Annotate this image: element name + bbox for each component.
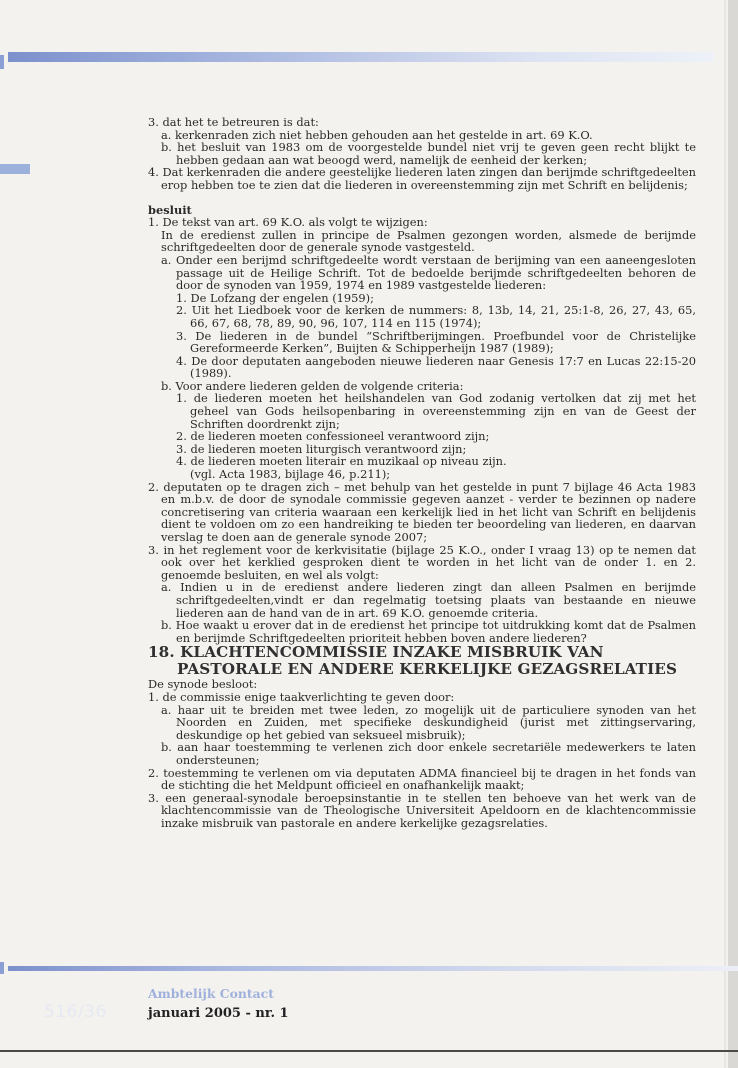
- list-item: a. Onder een berijmd schriftgedeelte wordt verstaan de berijming van een aaneengesloten passage uit de Heilige Schrift. Tot de bedoelde berijmde schriftgedeelten behoren de door de synoden van 1959, 1974 en 1989 vastgestelde liederen:: [161, 252, 696, 293]
- list-item: 4. Dat kerkenraden die andere geestelijke liederen laten zingen dan berijmde schriftgedeelten erop hebben toe te zien dat die liederen in overeenstemming zijn met Schrift en belijdenis;: [148, 165, 696, 192]
- list-item: 1. De Lofzang der engelen (1959);: [176, 290, 374, 305]
- footer-color-band: [8, 966, 738, 971]
- list-item: 3. dat het te betreuren is dat:: [148, 115, 319, 129]
- list-item: 1. de commissie enige taakverlichting te geven door:: [148, 689, 455, 704]
- page-number: 516/36: [44, 1002, 107, 1022]
- scan-edge-line: [724, 0, 726, 1068]
- list-item: b. Voor andere liederen gelden de volgende criteria:: [161, 378, 464, 393]
- header-color-band: [8, 52, 714, 62]
- list-item: 2. Uit het Liedboek voor de kerken de nummers: 8, 13b, 14, 21, 25:1-8, 26, 27, 43, 65, 66, 67, 68, 78, 89, 90, 96, 107, 114 en 115 (1974);: [176, 303, 696, 330]
- paragraph: In de eredienst zullen in principe de Psalmen gezongen worden, alsmede de berijmde schriftgedeelten door de generale synode vastgesteld.: [161, 227, 696, 255]
- besluit-label: besluit: [148, 202, 192, 217]
- scan-bottom-edge: [0, 1050, 738, 1052]
- list-item: 2. toestemming te verlenen om via deputaten ADMA financieel bij te dragen in het fonds van de stichting die het Meldpunt officieel en onafhankelijk maakt;: [148, 765, 696, 793]
- edge-mark: [0, 164, 30, 174]
- list-item: a. Indien u in de eredienst andere liederen zingt dan alleen Psalmen en berijmde schriftgedeelten,vindt er dan regelmatig toetsing plaats van bestaande en nieuwe liederen aan de hand van de in art. 69 K.O. genoemde criteria.: [161, 580, 696, 620]
- scan-edge: [728, 0, 738, 1068]
- section-heading: 18. KLACHTENCOMMISSIE INZAKE MISBRUIK VAN PASTORALE EN ANDERE KERKELIJKE GEZAGSRELATIES: [148, 643, 678, 679]
- list-item: 4. De door deputaten aangeboden nieuwe liederen naar Genesis 17:7 en Lucas 22:15-20 (1989).: [176, 353, 696, 381]
- list-item: 2. de liederen moeten confessioneel verantwoord zijn;: [176, 429, 490, 444]
- main-text: [148, 116, 696, 829]
- list-item: a. kerkenraden zich niet hebben gehouden aan het gestelde in art. 69 K.O.: [161, 127, 593, 142]
- list-item: b. het besluit van 1983 om de voorgestelde bundel niet vrij te geven geen recht blijkt te hebben gedaan aan wat beoogd werd, namelijk de eenheid der kerken;: [161, 140, 696, 167]
- list-item: 1. de liederen moeten het heilshandelen van God zodanig vertolken dat zij met het geheel van Gods heilsopenbaring in overeenstemming zijn en van de Geest der Schriften doordrenkt zijn;: [176, 391, 696, 431]
- edge-mark: [0, 962, 4, 974]
- list-item: 4. de liederen moeten literair en muzikaal op niveau zijn.: [176, 454, 507, 469]
- publication-issue: januari 2005 - nr. 1: [148, 1006, 289, 1021]
- list-item: 3. een generaal-synodale beroepsinstantie in te stellen ten behoeve van het werk van de klachtencommissie van de Theologische Universiteit Apeldoorn en de klachtencommissie inzake misbruik van pastorale en andere kerkelijke gezagsrelaties.: [148, 790, 696, 830]
- list-item: 3. de liederen moeten liturgisch verantwoord zijn;: [176, 441, 467, 456]
- list-item: a. haar uit te breiden met twee leden, zo mogelijk uit de particuliere synoden van het Noorden en Zuiden, met specifieke deskundigheid (jurist met zittingservaring, deskundige op het gebied van seksueel misbruik);: [161, 702, 696, 742]
- list-item: b. Hoe waakt u erover dat in de eredienst het principe tot uitdrukking komt dat de Psalmen en berijmde Schriftgedeelten prioriteit hebben boven andere liederen?: [161, 618, 696, 645]
- list-item: 2. deputaten op te dragen zich – met behulp van het gestelde in punt 7 bijlage 46 Acta 1983 en m.b.v. de door de synodale commissie gegeven aanzet - verder te bezinnen op nadere concretisering van criteria waaraan een kerkelijk lied in het licht van Schrift en belijdenis dient te voldoen om zo een handreiking te bieden ter beoordeling van liederen, en daarvan verslag te doen aan de generale synode 2007;: [148, 479, 696, 544]
- section-intro: De synode besloot:: [148, 677, 258, 692]
- list-item: 3. in het reglement voor de kerkvisitatie (bijlage 25 K.O., onder I vraag 13) op te nemen dat ook over het kerklied gesproken dient te worden in het licht van de onder 1. en 2. genoemde besluiten, en wel als volgt:: [148, 542, 696, 582]
- list-item: b. aan haar toestemming te verlenen zich door enkele secretariële medewerkers te laten ondersteunen;: [161, 740, 696, 767]
- edge-mark: [0, 55, 4, 69]
- publication-name: Ambtelijk Contact: [148, 986, 274, 1001]
- reference: (vgl. Acta 1983, bijlage 46, p.211);: [190, 467, 391, 482]
- list-item: 1. De tekst van art. 69 K.O. als volgt te wijzigen:: [148, 215, 428, 230]
- list-item: 3. De liederen in de bundel “Schriftberijmingen. Proefbundel voor de Christelijke Gereformeerde Kerken”, Buijten & Schipperheijn 1987 (1989);: [176, 328, 696, 356]
